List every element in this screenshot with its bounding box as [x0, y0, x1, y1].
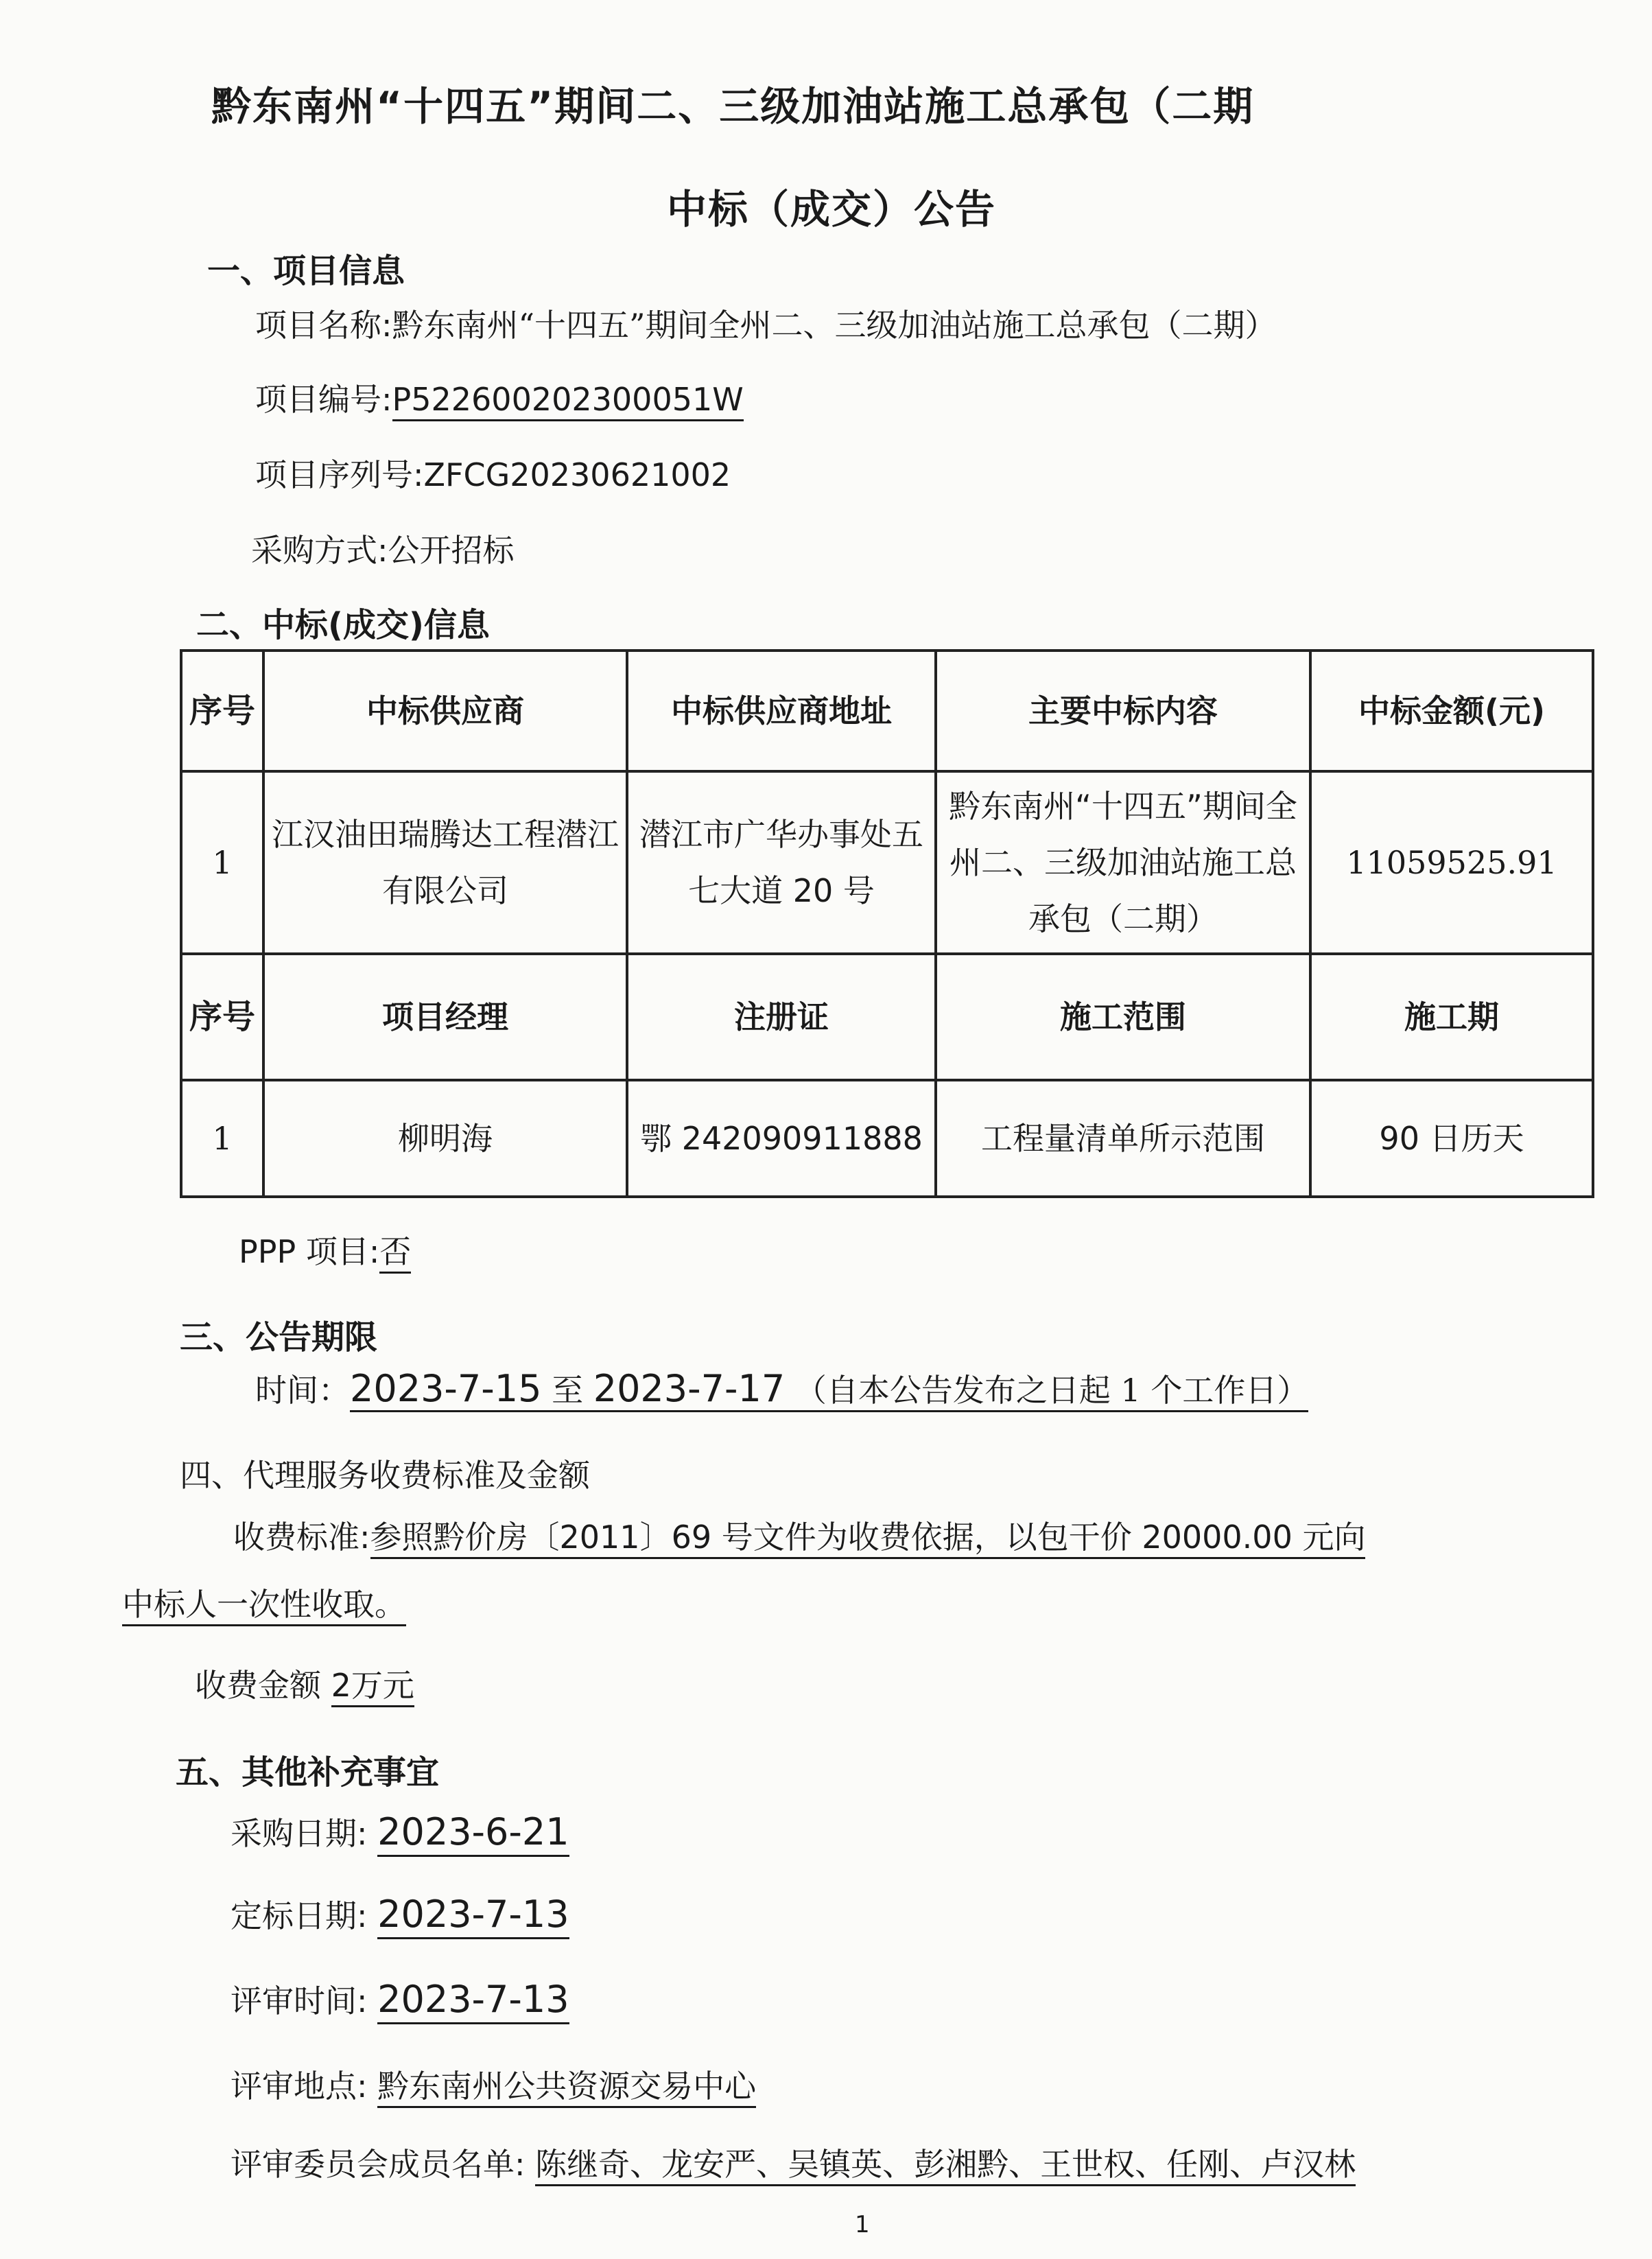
- table-header-row-1: [181, 651, 1593, 771]
- row-address: 潜江市广华办事处五七大道 20 号: [627, 771, 936, 954]
- header-amount: 中标金额(元): [1310, 651, 1593, 771]
- procurement-method-value: 公开招标: [388, 532, 515, 569]
- table-header-row-2: [181, 954, 1593, 1080]
- notice-end-date: 2023-7-17: [593, 1367, 786, 1410]
- title-line-2: 中标（成交）公告: [667, 186, 997, 233]
- row-manager: 柳明海: [263, 1080, 627, 1197]
- header-certificate: 注册证: [627, 954, 936, 1080]
- ppp-label: PPP 项目:: [239, 1233, 380, 1270]
- section-1-heading: 一、项目信息: [207, 252, 405, 290]
- project-name-row: [255, 301, 1277, 346]
- notice-note: （自本公告发布之日起 1 个工作日）: [794, 1372, 1309, 1409]
- project-code-row: [255, 375, 744, 420]
- project-name-label: 项目名称:: [255, 307, 392, 344]
- notice-start-date: 2023-7-15: [350, 1367, 542, 1410]
- project-serial-row: [255, 450, 731, 495]
- project-code-label: 项目编号:: [255, 381, 392, 418]
- award-date-label: 定标日期:: [231, 1897, 368, 1934]
- header-period: 施工期: [1310, 954, 1593, 1080]
- row-seq-2: 1: [181, 1080, 263, 1197]
- fee-amount-label: 收费金额: [195, 1667, 321, 1704]
- procurement-method-label: 采购方式:: [251, 532, 388, 569]
- project-code-value: P522600202300051W: [392, 381, 744, 421]
- header-project-manager: 项目经理: [263, 954, 627, 1080]
- committee-value: 陈继奇、龙安严、吴镇英、彭湘黔、王世权、任刚、卢汉林: [535, 2146, 1356, 2186]
- award-date-row: [231, 1891, 569, 1936]
- header-main-content: 主要中标内容: [936, 651, 1310, 771]
- section-5-heading: 五、其他补充事宜: [176, 1753, 440, 1792]
- row-amount: 11059525.91: [1310, 771, 1593, 954]
- ppp-row: [239, 1227, 411, 1272]
- row-scope: 工程量清单所示范围: [936, 1080, 1310, 1197]
- review-place-value: 黔东南州公共资源交易中心: [377, 2068, 756, 2108]
- purchase-date-row: [231, 1809, 569, 1854]
- notice-to: 至: [552, 1372, 584, 1409]
- header-seq-2: 序号: [181, 954, 263, 1080]
- notice-time-label: 时间：: [255, 1372, 350, 1409]
- review-time-label: 评审时间:: [231, 1982, 368, 2020]
- fee-amount-row: [195, 1661, 414, 1706]
- fee-amount-value: 2万元: [331, 1667, 414, 1707]
- header-scope: 施工范围: [936, 954, 1310, 1080]
- fee-standard-label: 收费标准:: [233, 1519, 370, 1556]
- award-table: [180, 649, 1594, 1198]
- fee-standard-continuation: [122, 1580, 406, 1625]
- row-certificate: 鄂 242090911888: [627, 1080, 936, 1197]
- procurement-method-row: [251, 526, 515, 571]
- review-time-row: [231, 1976, 569, 2022]
- header-supplier-address: 中标供应商地址: [627, 651, 936, 771]
- fee-standard-line-2: 中标人一次性收取。: [122, 1586, 406, 1626]
- notice-period-value: [350, 1367, 1309, 1412]
- project-name-value: 黔东南州“十四五”期间全州二、三级加油站施工总承包（二期）: [392, 307, 1277, 344]
- committee-row: [231, 2140, 1356, 2185]
- fee-standard-row: [233, 1512, 1365, 1558]
- committee-label: 评审委员会成员名单:: [231, 2146, 526, 2183]
- purchase-date-value: 2023-6-21: [377, 1810, 569, 1857]
- section-4-heading: 四、代理服务收费标准及金额: [180, 1457, 590, 1494]
- project-serial-label: 项目序列号:: [255, 456, 424, 493]
- header-supplier: 中标供应商: [263, 651, 627, 771]
- row-period: 90 日历天: [1310, 1080, 1593, 1197]
- section-2-heading: 二、中标(成交)信息: [196, 606, 490, 644]
- review-place-row: [231, 2061, 756, 2107]
- row-seq: 1: [181, 771, 263, 954]
- row-supplier: 江汉油田瑞腾达工程潜江有限公司: [263, 771, 627, 954]
- fee-standard-line-1: 参照黔价房〔2011〕69 号文件为收费依据，以包干价 20000.00 元向: [370, 1519, 1366, 1559]
- review-place-label: 评审地点:: [231, 2068, 368, 2105]
- header-seq: 序号: [181, 651, 263, 771]
- title-line-1: 黔东南州“十四五”期间二、三级加油站施工总承包（二期: [211, 83, 1255, 130]
- table-row: [181, 771, 1593, 954]
- page-number: 1: [855, 2211, 870, 2238]
- project-serial-value: ZFCG20230621002: [423, 456, 731, 493]
- table-row: [181, 1080, 1593, 1197]
- award-date-value: 2023-7-13: [377, 1893, 569, 1939]
- section-3-heading: 三、公告期限: [180, 1318, 378, 1357]
- purchase-date-label: 采购日期:: [231, 1815, 368, 1852]
- ppp-value: 否: [379, 1233, 411, 1274]
- row-content: 黔东南州“十四五”期间全州二、三级加油站施工总承包（二期）: [936, 771, 1310, 954]
- review-time-value: 2023-7-13: [377, 1978, 569, 2024]
- notice-period-row: [255, 1366, 1308, 1411]
